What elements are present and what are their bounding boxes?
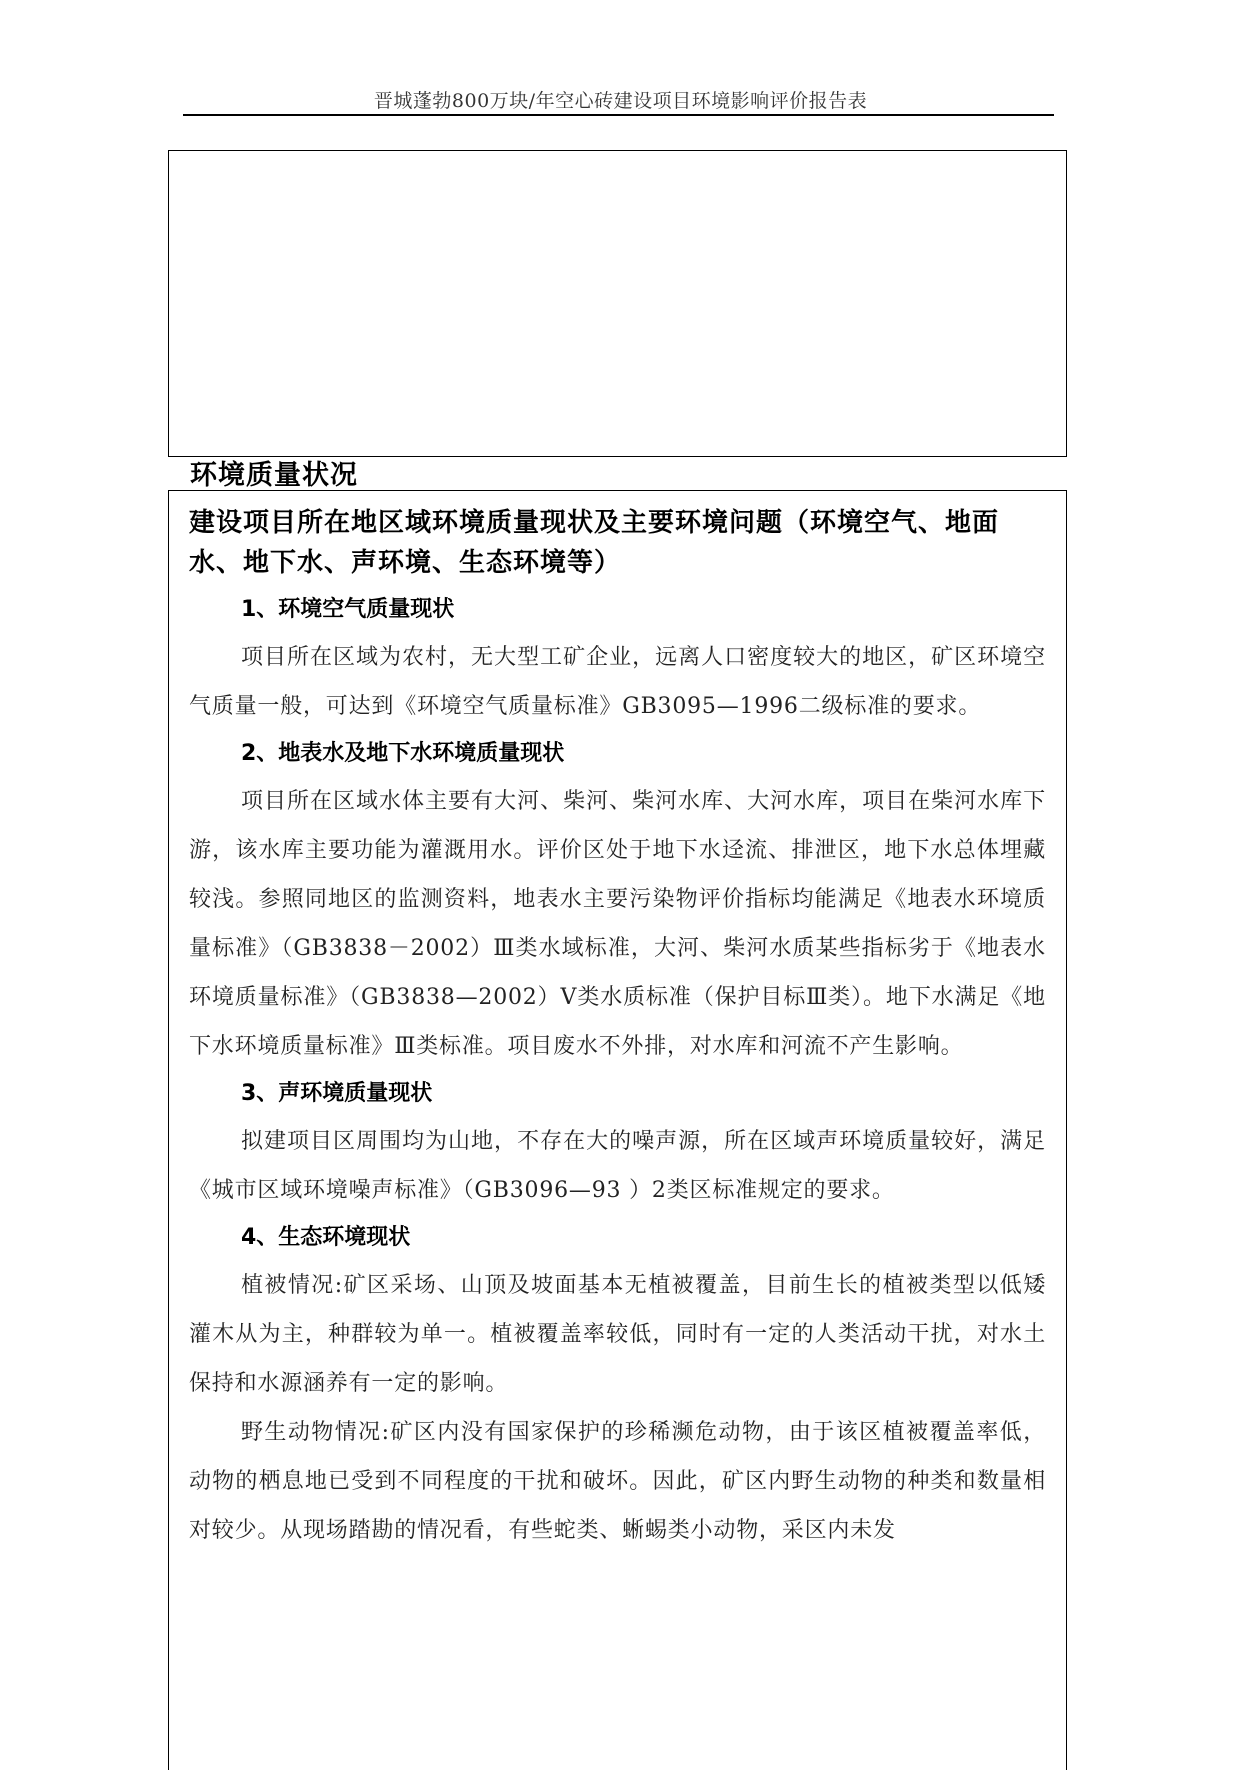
empty-table-cell	[168, 150, 1067, 457]
header-divider	[183, 114, 1054, 116]
paragraph-wildlife: 野生动物情况:矿区内没有国家保护的珍稀濒危动物，由于该区植被覆盖率低，动物的栖息地已受到不同程度的干扰和破坏。因此，矿区内野生动物的种类和数量相对较少。从现场踏勘的情况看，有些蛇类、蜥蜴类小动物，采区内未发	[189, 1420, 1046, 1543]
subheading-water-quality: 2、地表水及地下水环境质量现状	[241, 741, 565, 766]
subheading-noise-quality: 3、声环境质量现状	[241, 1081, 433, 1106]
paragraph-vegetation: 植被情况:矿区采场、山顶及坡面基本无植被覆盖，目前生长的植被类型以低矮灌木从为主，种群较为单一。植被覆盖率较低，同时有一定的人类活动干扰，对水土保持和水源涵养有一定的影响。	[189, 1273, 1046, 1396]
paragraph-water-quality: 项目所在区域水体主要有大河、柴河、柴河水库、大河水库，项目在柴河水库下游，该水库主要功能为灌溉用水。评价区处于地下水迳流、排泄区，地下水总体埋藏较浅。参照同地区的监测资料，地表水主要污染物评价指标均能满足《地表水环境质量标准》（GB3838－2002）Ⅲ类水域标准，大河、柴河水质某些指标劣于《地表水环境质量标准》（GB3838—2002）Ⅴ类水质标准（保护目标Ⅲ类）。地下水满足《地下水环境质量标准》Ⅲ类标准。项目废水不外排，对水库和河流不产生影响。	[189, 789, 1046, 1059]
document-header-title: 晋城蓬勃800万块/年空心砖建设项目环境影响评价报告表	[373, 90, 868, 112]
subheading-air-quality: 1、环境空气质量现状	[241, 597, 455, 622]
paragraph-air-quality: 项目所在区域为农村，无大型工矿企业，远离人口密度较大的地区，矿区环境空气质量一般，可达到《环境空气质量标准》GB3095—1996二级标准的要求。	[189, 645, 1046, 719]
content-table-cell	[168, 490, 1067, 1770]
section-title: 环境质量状况	[190, 460, 358, 491]
paragraph-noise-quality: 拟建项目区周围均为山地，不存在大的噪声源，所在区域声环境质量较好，满足《城市区域环境噪声标准》（GB3096—93 ）2类区标准规定的要求。	[189, 1129, 1046, 1203]
subheading-ecology: 4、生态环境现状	[241, 1225, 411, 1250]
content-heading: 建设项目所在地区域环境质量现状及主要环境问题（环境空气、地面水、地下水、声环境、生态环境等）	[189, 508, 1000, 578]
